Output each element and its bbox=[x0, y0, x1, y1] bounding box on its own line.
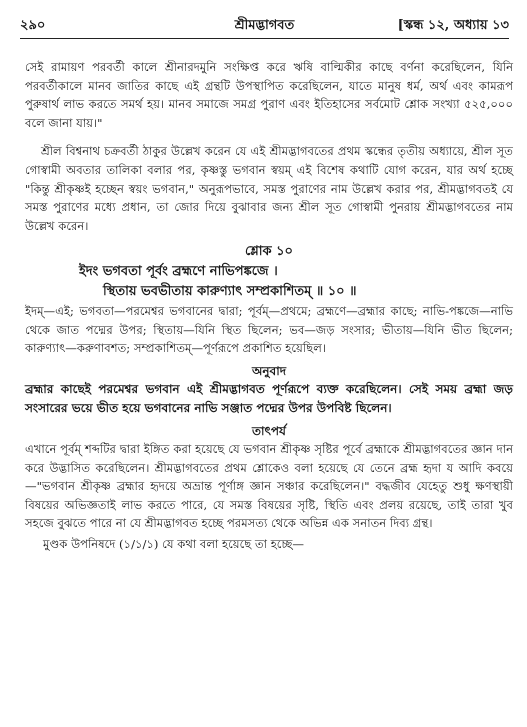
purport-text: এখানে পূর্বম্ শব্দটির দ্বারা ইঙ্গিত করা হয়েছে যে ভগবান শ্রীকৃষ্ণ সৃষ্টির পূর্বে ব্রহ্মাকে শ্রীমদ্ভাগবতের জ্ঞান দান করে উদ্ভাসিত করেছিলেন। শ্রীমদ্ভাগবতের প্রথম শ্লোকেও বলা হয়েছে যে তেনে ব্রহ্ম হৃদা য আদি কবয়ে—"ভগবান শ্রীকৃষ্ণ ব্রহ্মার হৃদয়ে অভ্রান্ত পূর্ণাঙ্গ জ্ঞান সঞ্চার করেছিলেন।" বদ্ধজীব যেহেতু শুধু ক্ষণস্থায়ী বিষয়ের অভিজ্ঞতাই লাভ করতে পারে, যে সমস্ত বিষয়ের সৃষ্টি, স্থিতি এবং প্রলয় রয়েছে, তাই তারা খুব সহজে বুঝতে পারে না যে শ্রীমদ্ভাগবত হচ্ছে পরমসত্য থেকে অভিন্ন এক সনাতন দিব্য গ্রন্থ। bbox=[25, 442, 513, 531]
verse-line-2: স্থিতায় ভবভীতায় কারুণ্যাৎ সম্প্রকাশিতম্ ॥ ১০ ॥ bbox=[103, 283, 357, 299]
book-title: শ্রীমদ্ভাগবত bbox=[234, 18, 295, 33]
page-content bbox=[25, 58, 513, 554]
synonyms: ইদম্—এই; ভগবতা—পরমেশ্বর ভগবানের দ্বারা; পূর্বম্—প্রথমে; ব্রহ্মণে—ব্রহ্মার কাছে; নাভি-পঙ্কজে—নাভি থেকে জাত পদ্মের উপর; স্থিতায়—যিনি স্থিত ছিলেন; ভব—জড় সংসার; ভীতায়—যিনি ভীত ছিলেন; কারুণ্যাৎ—করুণাবশত; সম্প্রকাশিতম্—পূর্ণরূপে প্রকাশিত হয়েছিল। bbox=[25, 303, 513, 356]
translation-text: ব্রহ্মার কাছেই পরমেশ্বর ভগবান এই শ্রীমদ্ভাগবত পূর্ণরূপে ব্যক্ত করেছিলেন। সেই সময় ব্রহ্মা জড় সংসারের ভয়ে ভীত হয়ে ভগবানের নাভি সঞ্জাত পদ্মের উপর উপবিষ্ট ছিলেন। bbox=[25, 382, 513, 415]
verse-line-1: ইদং ভগবতা পূর্বং ব্রহ্মণে নাভিপঙ্কজে । bbox=[79, 263, 278, 279]
purport-last-line: মুণ্ডক উপনিষদে (১/১/১) যে কথা বলা হয়েছে তা হচ্ছে— bbox=[43, 537, 305, 552]
paragraph-2: শ্রীল বিশ্বনাথ চক্রবর্তী ঠাকুর উল্লেখ করেন যে এই শ্রীমদ্ভাগবতের প্রথম স্কন্ধের তৃতীয় অধ্যায়ে, শ্রীল সূত গোস্বামী অবতার তালিকা বলার পর, কৃষ্ণস্তু ভগবান স্বয়ম্ এই বিশেষ কথাটি যোগ করেন, যার অর্থ হচ্ছে "কিন্তু শ্রীকৃষ্ণই হচ্ছেন স্বয়ং ভগবান," অনুরূপভাবে, সমস্ত পুরাণের নাম উল্লেখ করার পর, শ্রীমদ্ভাগবতই যে সমস্ত পুরাণের মধ্যে প্রধান, তা জোর দিয়ে বুঝাবার জন্য শ্রীল সূত গোস্বামী পুনরায় শ্রীমদ্ভাগবতের নাম উল্লেখ করেন। bbox=[25, 144, 513, 233]
verse-title: শ্লোক ১০ bbox=[244, 244, 294, 260]
purport-heading: তাৎপর্য bbox=[252, 423, 286, 438]
page-header bbox=[20, 12, 509, 39]
translation-heading: অনুবাদ bbox=[251, 363, 287, 378]
page-number: ২৯০ bbox=[20, 18, 46, 33]
section-indicator: [স্কন্ধ ১২, অধ্যায় ১৩ bbox=[397, 18, 509, 33]
paragraph-1: সেই রামায়ণ পরবর্তী কালে শ্রীনারদমুনি সংক্ষিপ্ত করে ঋষি বাল্মিকীর কাছে বর্ণনা করেছিলেন, যিনি পরবর্তীকালে মানব জাতির কাছে এই গ্রন্থটি উপস্থাপিত করেছিলেন, যাতে মানুষ ধর্ম, অর্থ এবং কামরূপ পুরুষার্থ লাভ করতে সমর্থ হয়। মানব সমাজে সমগ্র পুরাণ এবং ইতিহাসের সর্বমোট শ্লোক সংখ্যা ৫২৫,০০০ বলে জানা যায়।" bbox=[25, 60, 513, 130]
